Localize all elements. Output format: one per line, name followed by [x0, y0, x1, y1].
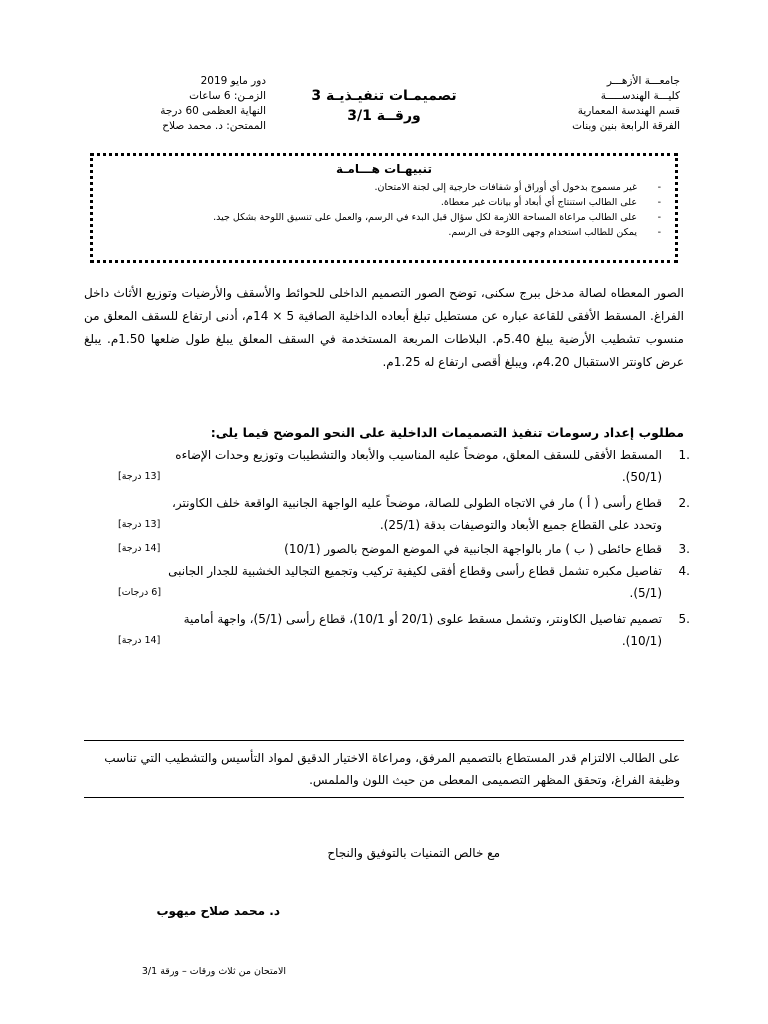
requirement-text-cont: (50/1). [621, 470, 662, 484]
requirements-list [70, 444, 690, 652]
requirement-text: تفاصيل مكبره تشمل قطاع رأسى وقطاع أفقى لكيفية تركيب وتجميع التجاليد الخشبية للجدار الجانبى [168, 564, 662, 578]
requirement-number: 5. [678, 612, 690, 626]
university-name: جامعـــة الأزهـــر [606, 75, 680, 87]
exam-info-block [98, 74, 266, 134]
notice-item: - غير مسموح بدخول أي أوراق أو شفافات خارجية إلى لجنة الامتحان. [374, 182, 661, 193]
exam-session: دور مايو 2019 [200, 75, 266, 87]
requirement-item [70, 560, 690, 604]
examiner-signature: د. محمد صلاح ميهوب [156, 904, 280, 918]
project-description: الصور المعطاه لصالة مدخل ببرج سكنى، توضح الصور التصميم الداخلى للحوائط والأسقف والأرضيات وتوزيع الأثاث داخل الفراغ. المسقط الأفقى للقاعة عباره عن مستطيل تبلغ أبعاده الداخلية الصافية 5 × 14م، أدنى ارتفاع للسقف المعلق من منسوب تشطيب الأرضية يبلغ 5.40م. البلاطات المربعة المستخدمة في السقف المعلق يبلغ طول ضلعها 1.50م. يبلغ عرض كاونتر الاستقبال 4.20م، ويبلغ أقصى ارتفاع له 1.25م. [84, 286, 684, 369]
notice-item: - على الطالب استنتاج أي أبعاد أو بيانات غير معطاة. [440, 197, 661, 208]
requirement-item [70, 538, 690, 560]
requirement-item [70, 444, 690, 488]
requirement-number: 1. [678, 448, 690, 462]
important-notices-box [90, 153, 678, 263]
institution-block [480, 74, 680, 134]
requirement-marks: [6 درجات] [118, 587, 162, 598]
requirement-marks: [13 درجة] [118, 471, 161, 482]
department-name: قسم الهندسة المعمارية [577, 105, 680, 117]
notice-item: - يمكن للطالب استخدام وجهى اللوحة فى الرسم. [448, 227, 661, 238]
requirement-text-cont: وتحدد على القطاع جميع الأبعاد والتوصيفات بدقة (25/1). [379, 518, 662, 532]
exam-title-block [288, 86, 480, 126]
sheet-number: ورقــة 3/1 [347, 108, 421, 124]
requirements-title: مطلوب إعداد رسومات تنفيذ التصميمات الداخلية على النحو الموضح فيما يلى: [210, 425, 684, 440]
max-score: النهاية العظمى 60 درجة [160, 105, 266, 117]
exam-title: تصميمـات تنفيـذيـة 3 [311, 88, 457, 104]
requirement-text: قطاع رأسى ( أ ) مار في الاتجاه الطولى للصالة، موضحاً عليه الواجهة الجانبية الواقعة خلف الكاونتر، [171, 496, 662, 510]
notices-title: تنبيهـات هـــامـة [336, 162, 432, 176]
requirement-marks: [14 درجة] [118, 543, 161, 554]
requirement-text-cont: (5/1). [629, 586, 662, 600]
requirement-text: تصميم تفاصيل الكاونتر، وتشمل مسقط علوى (20/1 أو 10/1)، قطاع رأسى (5/1)، واجهة أمامية [183, 612, 662, 626]
requirement-marks: [13 درجة] [118, 519, 161, 530]
requirement-text: قطاع حائطى ( ب ) مار بالواجهة الجانبية في الموضع الموضح بالصور (10/1) [284, 542, 662, 556]
requirement-item [70, 492, 690, 536]
notices-list [107, 180, 661, 240]
notice-item: - على الطالب مراعاة المساحة اللازمة لكل سؤال قبل البدء في الرسم، والعمل على تنسيق اللوحة بشكل جيد. [213, 212, 661, 223]
exam-duration: الزمـن: 6 ساعات [189, 90, 266, 102]
closing-wishes: مع خالص التمنيات بالتوفيق والنجاح [327, 846, 500, 860]
faculty-name: كليـــة الهندســـــة [600, 90, 680, 102]
page-footer: الامتحان من ثلاث ورقات – ورقة 3/1 [141, 966, 286, 977]
requirement-text: المسقط الأفقى للسقف المعلق، موضحاً عليه المناسيب والأبعاد والتشطيبات وتوزيع وحدات الإضاءه [175, 448, 662, 462]
requirement-item [70, 608, 690, 652]
requirement-marks: [14 درجة] [118, 635, 161, 646]
requirement-number: 2. [678, 496, 690, 510]
class-year: الفرقة الرابعة بنين وبنات [572, 120, 680, 132]
footer-note: على الطالب الالتزام قدر المستطاع بالتصميم المرفق، ومراعاة الاختيار الدقيق لمواد التأسيس والتشطيب التي تناسب وظيفة الفراغ، وتحقق المظهر التصميمى المعطى من حيث اللون والملمس. [84, 740, 684, 798]
requirement-number: 4. [678, 564, 690, 578]
requirement-number: 3. [678, 542, 690, 556]
examiner: الممتحن: د. محمد صلاح [162, 120, 266, 132]
requirement-text-cont: (10/1). [621, 634, 662, 648]
